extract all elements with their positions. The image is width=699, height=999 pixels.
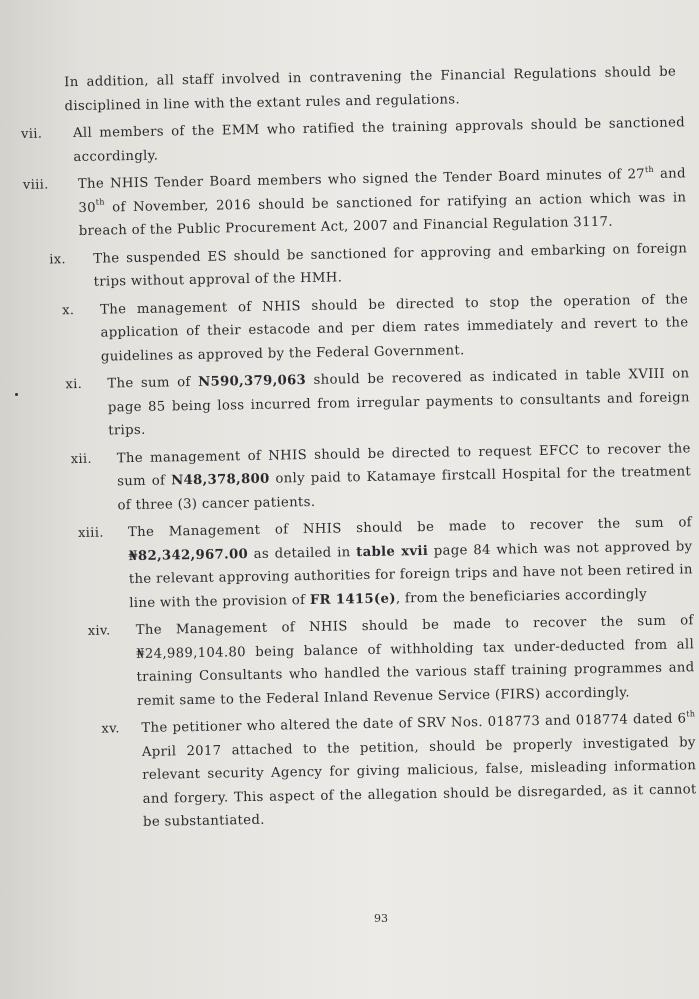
intro-paragraph: In addition, all staff involved in contravening the Financial Regulations should be disciplined in line with the extant rules and regulations. (64, 64, 677, 114)
item-xii (70, 437, 692, 518)
recommendations-list (18, 60, 699, 840)
item-number: ix. (49, 251, 67, 267)
item-number: x. (62, 302, 75, 318)
item-xiv (87, 609, 696, 713)
page-number: 93 (374, 912, 388, 925)
item-number: vii. (20, 126, 43, 142)
item-number: xiii. (77, 525, 104, 542)
item-text: The petitioner who altered the date of SRV Nos. 018773 and 018774 dated 6th April 2017 attached to the petition, should be properly investigated by relevant security Agency for giving malicious, false, misleading information and forgery. This aspect of the allegation should be disregarded, as it cannot be substantiated. (141, 708, 697, 830)
item-number: xi. (65, 376, 83, 393)
item-number: xv. (101, 721, 120, 737)
item-text: All members of the EMM who ratified the training approvals should be sanctioned accordingly. (72, 115, 686, 165)
item-text: The Management of NHIS should be made to recover the sum of ₦24,989,104.80 being balance of withholding tax under-deducted from all training Consultants who handled the various staff training programmes and remit same to the Federal Inland Revenue Service (FIRS) accordingly. (135, 613, 695, 709)
item-x (62, 288, 689, 369)
item-xv (101, 707, 697, 834)
item-text: The Management of NHIS should be made to recover the sum of ₦82,342,967.00 as detailed in table xvii page 84 which was not approved by the relevant approving authorities for foreign trips and have not been retired in line with the provision of FR 1415(e), from the beneficiaries accordingly (127, 515, 693, 611)
item-ix (49, 237, 688, 294)
item-number: viii. (22, 177, 49, 193)
item-xiii (77, 511, 694, 615)
item-text: The NHIS Tender Board members who signed the Tender Board minutes of 27th and 30th of November, 2016 should be sanctioned for ratifying an action which was in breach of the Public Procurement Act, 2007 and Financial Regulation 3117. (77, 164, 687, 239)
item-text: The sum of N590,379,063 should be recovered as indicated in table XVIII on page 85 being loss incurred from irregular payments to consultants and foreign trips. (107, 366, 690, 439)
item-viii (22, 162, 687, 243)
item-number: xii. (70, 451, 93, 467)
item-xi (65, 362, 690, 443)
item-vii (20, 111, 686, 169)
item-number: xiv. (87, 623, 111, 639)
speck (15, 393, 18, 396)
item-text: The management of NHIS should be directed to request EFCC to recover the sum of N48,378,800 only paid to Katamaye firstcall Hospital for the treatment of three (3) cancer patients. (116, 440, 692, 513)
item-text: The management of NHIS should be directed to stop the operation of the application of their estacode and per diem rates immediately and revert to the guidelines as approved by the Federal Government. (100, 291, 689, 365)
item-text: The suspended ES should be sanctioned for approving and embarking on foreign trips without approval of the HMH. (93, 240, 688, 290)
